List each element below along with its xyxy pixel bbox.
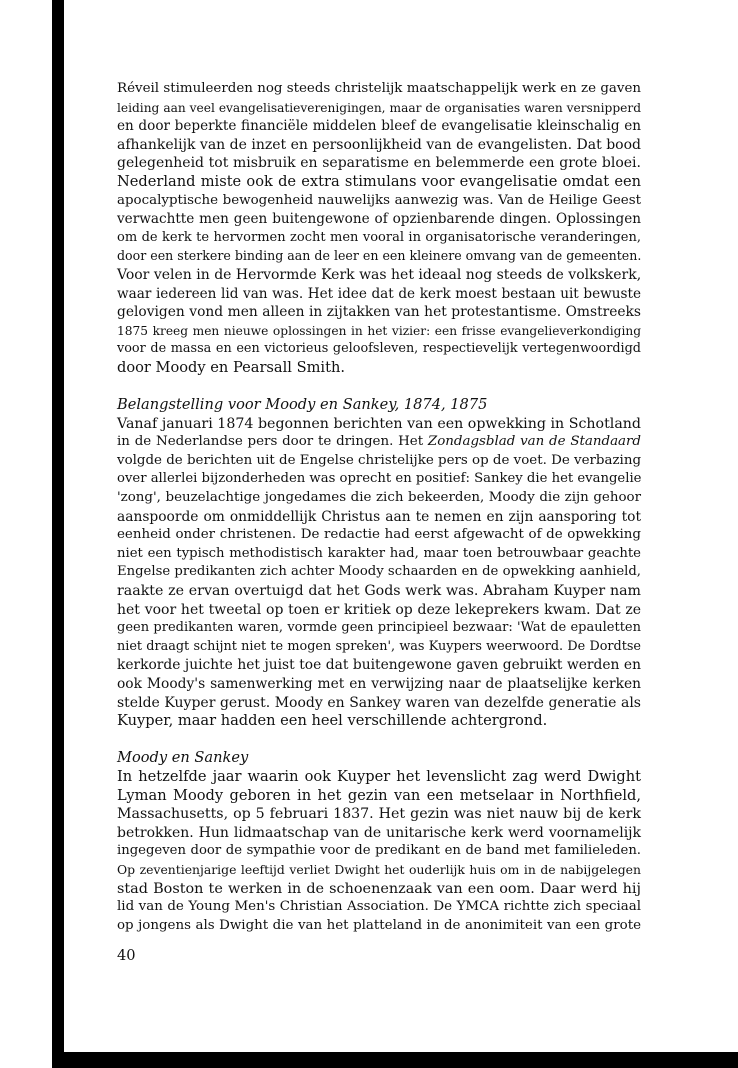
text-line: ingegeven door de sympathie voor de predikant en de band met familieleden. xyxy=(117,843,641,859)
text-line: niet draagt schijnt niet te mogen spreken', was Kuypers weerwoord. De Dordtse xyxy=(117,638,641,654)
text-line: apocalyptische bewogenheid nauwelijks aanwezig was. Van de Heilige Geest xyxy=(117,192,641,208)
text-line-with-italic xyxy=(117,433,641,452)
text-line: aanspoorde om onmiddellijk Christus aan te nemen en zijn aansporing tot xyxy=(117,508,641,525)
text-line: Réveil stimuleerden nog steeds christelijk maatschappelijk werk en ze gaven xyxy=(117,81,641,96)
text-line: om de kerk te hervormen zocht men vooral in organisatorische veranderingen, xyxy=(117,229,641,245)
text-line: Nederland miste ook de extra stimulans voor evangelisatie omdat een xyxy=(117,172,641,190)
text-line: verwachtte men geen buitengewone of opzienbarende dingen. Oplossingen xyxy=(117,211,641,228)
text-line: betrokken. Hun lidmaatschap van de unitarische kerk werd voornamelijk xyxy=(117,824,641,841)
text-line: volgde de berichten uit de Engelse christelijke pers op de voet. De verbazing xyxy=(117,452,642,468)
text-line: door een sterkere binding aan de leer en een kleinere omvang van de gemeenten. xyxy=(117,248,642,264)
page-body xyxy=(117,80,641,935)
text-run: in de Nederlandse pers door te dringen. Het xyxy=(117,434,428,450)
paragraph-spacer xyxy=(117,731,641,750)
section-heading-moody-sankey: Moody en Sankey xyxy=(117,749,249,767)
text-line: door Moody en Pearsall Smith. xyxy=(117,358,345,376)
text-line: Lyman Moody geboren in het gezin van een metselaar in Northfield, xyxy=(117,786,641,804)
text-line: Op zeventienjarige leeftijd verliet Dwight het ouderlijk huis om in de nabijgelegen xyxy=(117,861,641,877)
text-line: 'zong', beuzelachtige jongedames die zich bekeerden, Moody die zijn gehoor xyxy=(117,490,641,506)
paragraph-belangstelling xyxy=(117,415,641,731)
text-line: Engelse predikanten zich achter Moody schaarden en de opwekking aanhield, xyxy=(117,564,641,580)
text-line: over allerlei bijzonderheden was oprecht en positief: Sankey die het evangelie xyxy=(117,471,642,487)
text-line: Massachusetts, op 5 februari 1837. Het gezin was niet nauw bij de kerk xyxy=(117,806,641,823)
text-line: ook Moody's samenwerking met en verwijzing naar de plaatselijke kerken xyxy=(117,676,641,692)
text-line: Vanaf januari 1874 begonnen berichten van een opwekking in Schotland xyxy=(117,415,641,432)
scan-bottom-border xyxy=(52,1052,738,1068)
text-line: voor de massa en een victorieus geloofsleven, respectievelijk vertegenwoordigd xyxy=(117,341,641,357)
text-line: In hetzelfde jaar waarin ook Kuyper het levenslicht zag werd Dwight xyxy=(117,767,641,785)
text-line: raakte ze ervan overtuigd dat het Gods werk was. Abraham Kuyper nam xyxy=(117,583,641,600)
text-line: gelegenheid tot misbruik en separatisme en belemmerde een grote bloei. xyxy=(117,155,641,172)
text-line: eenheid onder christenen. De redactie had eerst afgewacht of de opwekking xyxy=(117,527,641,543)
paragraph-moody xyxy=(117,768,641,935)
text-line: stad Boston te werken in de schoenenzaak van een oom. Daar werd hij xyxy=(117,880,641,897)
text-line: afhankelijk van de inzet en persoonlijkheid van de evangelisten. Dat bood xyxy=(117,136,641,153)
text-line: niet een typisch methodistisch karakter had, maar toen betrouwbaar geachte xyxy=(117,545,641,561)
section-heading-belangstelling: Belangstelling voor Moody en Sankey, 1874, 1875 xyxy=(117,396,488,414)
text-line: waar iedereen lid van was. Het idee dat de kerk moest bestaan uit bewuste xyxy=(117,285,641,302)
text-line: Voor velen in de Hervormde Kerk was het ideaal nog steeds de volkskerk, xyxy=(117,266,642,283)
publication-title: Zondagsblad van de Standaard xyxy=(427,434,642,450)
text-line: op jongens als Dwight die van het platteland in de anonimiteit van een grote xyxy=(117,917,641,933)
text-line: het voor het tweetal op toen er kritiek op deze lekeprekers kwam. Dat ze xyxy=(117,601,641,618)
text-line: gelovigen vond men alleen in zijtakken van het protestantisme. Omstreeks xyxy=(117,304,641,321)
text-line: 1875 kreeg men nieuwe oplossingen in het vizier: een frisse evangelieverkondiging xyxy=(117,323,641,338)
text-line: stelde Kuyper gerust. Moody en Sankey waren van dezelfde generatie als xyxy=(117,694,641,711)
scan-left-border xyxy=(52,0,64,1068)
paragraph-spacer xyxy=(117,378,641,397)
text-line: kerkorde juichte het juist toe dat buitengewone gaven gebruikt werden en xyxy=(117,657,641,674)
text-line: Kuyper, maar hadden een heel verschillende achtergrond. xyxy=(117,712,548,730)
text-line: leiding aan veel evangelisatieverenigingen, maar de organisaties waren versnipperd xyxy=(117,100,641,115)
text-line: lid van de Young Men's Christian Association. De YMCA richtte zich speciaal xyxy=(117,899,641,915)
page-number: 40 xyxy=(117,947,136,964)
text-line: geen predikanten waren, vormde geen principieel bezwaar: 'Wat de epauletten xyxy=(117,620,641,636)
text-line: en door beperkte financiële middelen bleef de evangelisatie kleinschalig en xyxy=(117,118,641,135)
paragraph-reveil xyxy=(117,80,641,378)
